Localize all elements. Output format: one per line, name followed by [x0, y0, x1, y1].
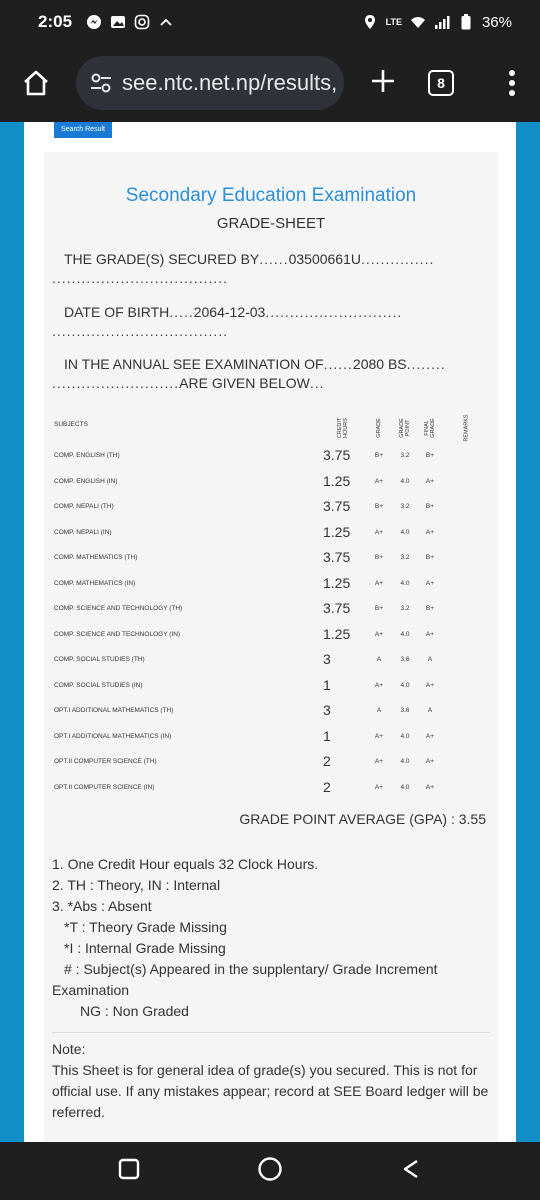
- gallery-icon: [110, 14, 126, 30]
- credit-hours-cell: 3: [323, 702, 331, 718]
- final-grade-cell: A+: [425, 477, 435, 485]
- system-icons: [362, 14, 512, 31]
- notification-icons: [86, 14, 174, 30]
- menu-dot-icon: [509, 70, 515, 76]
- exam-title: Secondary Education Examination: [125, 185, 417, 206]
- subject-cell: COMP. MATHEMATICS (TH): [54, 554, 138, 561]
- secured-by-line: THE GRADE(S) SECURED BY......03500661U............... ....................................: [52, 251, 435, 286]
- grade-point-cell: 3.6: [400, 707, 410, 714]
- credit-hours-cell: 2: [323, 778, 331, 795]
- grade-cell: A+: [374, 758, 384, 765]
- final-grade-cell: A+: [425, 630, 435, 638]
- final-grade-cell: A+: [425, 783, 435, 791]
- final-grade-cell: A+: [425, 681, 435, 689]
- header-subjects: SUBJECTS: [54, 421, 88, 428]
- grade-cell: A+: [374, 477, 384, 485]
- final-grade-cell: A+: [425, 758, 435, 765]
- table-header: [54, 412, 488, 444]
- symbol-number: 03500661U: [288, 251, 361, 267]
- url-text[interactable]: see.ntc.net.np/results,: [122, 70, 338, 95]
- grade-point-cell: 4.0: [400, 783, 410, 791]
- header-grade-point: GRADE POINT: [399, 418, 411, 438]
- subject-cell: COMP. MATHEMATICS (IN): [54, 579, 136, 587]
- subject-cell: OPT.II COMPUTER SCIENCE (TH): [54, 758, 157, 765]
- status-time: 2:05: [38, 12, 73, 31]
- credit-hours-cell: 1.25: [323, 625, 351, 642]
- note-title: Note:: [52, 1041, 86, 1057]
- given-below: ARE GIVEN BELOW: [179, 375, 310, 391]
- location-icon: [362, 14, 378, 30]
- caret-up-icon: [158, 14, 174, 30]
- table-row: [54, 546, 488, 572]
- grade-cell: A+: [374, 681, 384, 689]
- recents-icon: [118, 1158, 140, 1180]
- page-content: [0, 122, 540, 1142]
- secured-by-label: THE GRADE(S) SECURED BY: [64, 251, 260, 267]
- credit-hours-cell: 3.75: [323, 447, 351, 463]
- menu-dot-icon: [509, 90, 515, 96]
- notes-list: [52, 854, 490, 1022]
- sheet-title: GRADE-SHEET: [216, 215, 326, 232]
- grade-cell: A+: [374, 579, 384, 587]
- final-grade-cell: B+: [425, 503, 435, 510]
- dob-label: DATE OF BIRTH: [64, 304, 170, 320]
- annual-exam-line: IN THE ANNUAL SEE EXAMINATION OF......2080 BS........ ..........................ARE GIVEN BELOW...: [52, 356, 446, 391]
- final-grade-cell: A: [427, 707, 433, 714]
- credit-hours-cell: 1: [323, 727, 331, 744]
- system-nav-bar: [0, 1142, 540, 1200]
- credit-hours-cell: 3: [323, 651, 331, 667]
- instagram-icon: [134, 14, 150, 30]
- credit-hours-cell: 1.25: [323, 472, 351, 489]
- table-row: [54, 699, 488, 725]
- exam-year: 2080 BS: [352, 356, 407, 372]
- table-row: [54, 470, 488, 496]
- grade-cell: B+: [374, 503, 384, 510]
- grade-point-cell: 4.0: [400, 758, 410, 765]
- header-final-grade: FINAL GRADE: [424, 418, 436, 438]
- credit-hours-cell: 3.75: [323, 600, 351, 616]
- credit-hours-cell: 3.75: [323, 549, 351, 565]
- tab-switcher-button[interactable]: 8: [428, 70, 454, 96]
- grade-cell: B+: [374, 554, 384, 561]
- search-result-button[interactable]: Search Result: [54, 122, 112, 138]
- grade-sheet: [44, 152, 498, 1142]
- header-remarks: REMARKS: [464, 414, 471, 442]
- grade-point-cell: 4.0: [400, 681, 410, 689]
- subject-cell: COMP. SOCIAL STUDIES (TH): [54, 656, 145, 663]
- note-item: # : Subject(s) Appeared in the supplentary/ Grade Increment: [64, 961, 438, 977]
- note-item: 1. One Credit Hour equals 32 Clock Hours.: [52, 856, 319, 872]
- final-grade-cell: A+: [425, 528, 435, 536]
- subject-cell: COMP. NEPALI (IN): [54, 528, 112, 536]
- table-body: [54, 444, 488, 801]
- signal-icon: [434, 14, 450, 30]
- browser-toolbar: [0, 44, 540, 122]
- grade-cell: A: [376, 656, 382, 663]
- messenger-icon: [86, 14, 102, 30]
- subject-cell: COMP. NEPALI (TH): [54, 503, 114, 510]
- note-item: 3. *Abs : Absent: [52, 898, 152, 914]
- grade-cell: A+: [374, 528, 384, 536]
- note-body: This Sheet is for general idea of grade(s) you secured. This is not for official use. If any mistakes appear; record at SEE Board ledger will be referred.: [52, 1062, 489, 1120]
- wifi-icon: [410, 14, 426, 30]
- final-grade-cell: B+: [425, 452, 435, 459]
- dob-line: DATE OF BIRTH.....2064-12-03............................ ....................................: [52, 304, 403, 339]
- subject-cell: OPT.I ADDITIONAL MATHEMATICS (TH): [54, 707, 174, 714]
- gpa-summary: GRADE POINT AVERAGE (GPA) : 3.55: [239, 811, 486, 827]
- volte-label: LTE: [385, 17, 402, 27]
- credit-hours-cell: 2: [323, 753, 331, 769]
- grade-cell: A+: [374, 630, 384, 638]
- credit-hours-cell: 3.75: [323, 498, 351, 514]
- disclaimer: [52, 1032, 490, 1123]
- final-grade-cell: B+: [425, 605, 435, 612]
- more-options-button[interactable]: [502, 70, 522, 96]
- address-bar[interactable]: [76, 56, 344, 110]
- table-row: [54, 572, 488, 598]
- grade-point-cell: 3.2: [400, 605, 410, 612]
- table-row: [54, 674, 488, 700]
- grade-cell: B+: [374, 605, 384, 612]
- result-container: [24, 122, 516, 1142]
- home-circle-icon: [257, 1156, 283, 1182]
- grade-point-cell: 3.2: [400, 452, 410, 459]
- grade-point-cell: 4.0: [400, 528, 410, 536]
- table-row: [54, 776, 488, 802]
- credit-hours-cell: 1: [323, 676, 331, 693]
- table-row: [54, 495, 488, 521]
- note-item: Examination: [52, 982, 130, 998]
- home-button[interactable]: [18, 65, 54, 101]
- subject-cell: OPT.II COMPUTER SCIENCE (IN): [54, 783, 155, 791]
- recents-button[interactable]: [118, 1158, 140, 1185]
- table-row: [54, 444, 488, 470]
- status-bar: [0, 0, 540, 44]
- home-nav-button[interactable]: [257, 1156, 283, 1187]
- credit-hours-cell: 1.25: [323, 523, 351, 540]
- annual-label: IN THE ANNUAL SEE EXAMINATION OF: [64, 356, 324, 372]
- final-grade-cell: A+: [425, 732, 435, 740]
- final-grade-cell: A: [427, 656, 433, 663]
- table-row: [54, 648, 488, 674]
- final-grade-cell: A+: [425, 579, 435, 587]
- subject-cell: COMP. SCIENCE AND TECHNOLOGY (TH): [54, 605, 183, 612]
- grade-cell: A+: [374, 732, 384, 740]
- back-button[interactable]: [400, 1158, 422, 1185]
- note-item: 2. TH : Theory, IN : Internal: [52, 877, 221, 893]
- grade-point-cell: 3.6: [400, 656, 410, 663]
- header-grade: GRADE: [376, 418, 382, 438]
- grade-point-cell: 4.0: [400, 579, 410, 587]
- subject-cell: COMP. SCIENCE AND TECHNOLOGY (IN): [54, 630, 181, 638]
- grade-cell: B+: [374, 452, 384, 459]
- battery-percent: 36%: [481, 13, 512, 31]
- grade-point-cell: 4.0: [400, 630, 410, 638]
- menu-dot-icon: [509, 80, 515, 86]
- subject-cell: COMP. SOCIAL STUDIES (IN): [54, 681, 143, 689]
- grades-table: [54, 412, 488, 801]
- grade-cell: A: [376, 707, 382, 714]
- table-row: [54, 725, 488, 751]
- table-row: [54, 750, 488, 776]
- header-credit-hours: CREDIT HOURS: [337, 417, 349, 439]
- table-row: [54, 597, 488, 623]
- home-icon: [21, 68, 51, 98]
- subject-cell: COMP. ENGLISH (TH): [54, 452, 120, 459]
- subject-cell: OPT.I ADDITIONAL MATHEMATICS (IN): [54, 732, 172, 740]
- battery-icon: [458, 14, 474, 30]
- plus-icon: [370, 68, 396, 94]
- new-tab-button[interactable]: [366, 66, 400, 100]
- grade-point-cell: 4.0: [400, 732, 410, 740]
- back-icon: [400, 1158, 422, 1180]
- note-item: *I : Internal Grade Missing: [64, 940, 226, 956]
- note-item: *T : Theory Grade Missing: [64, 919, 227, 935]
- dob-value: 2064-12-03: [193, 304, 266, 320]
- grade-point-cell: 4.0: [400, 477, 410, 485]
- note-item: NG : Non Graded: [80, 1003, 189, 1019]
- grade-point-cell: 3.2: [400, 503, 410, 510]
- credit-hours-cell: 1.25: [323, 574, 351, 591]
- table-row: [54, 521, 488, 547]
- site-settings-icon[interactable]: [90, 72, 112, 94]
- final-grade-cell: B+: [425, 554, 435, 561]
- subject-cell: COMP. ENGLISH (IN): [54, 477, 118, 485]
- table-row: [54, 623, 488, 649]
- grade-point-cell: 3.2: [400, 554, 410, 561]
- grade-cell: A+: [374, 783, 384, 791]
